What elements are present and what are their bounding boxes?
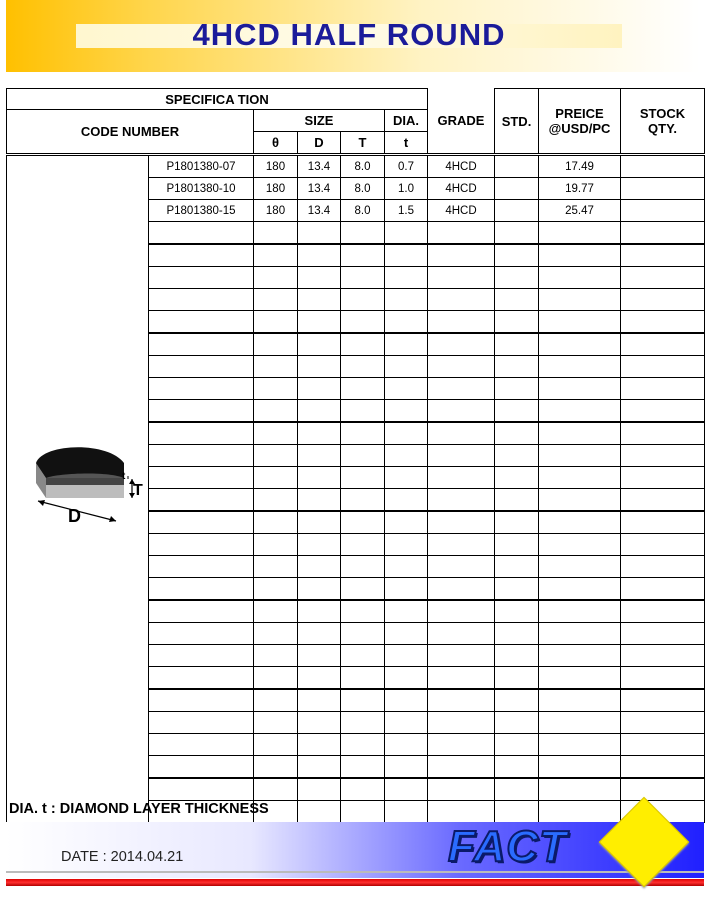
dia-header: DIA.	[385, 110, 428, 132]
stock-cell	[621, 778, 705, 801]
stock-cell	[621, 712, 705, 734]
dia-cell	[385, 689, 428, 712]
stock-header: STOCK QTY.	[621, 89, 705, 155]
d-cell	[298, 667, 341, 690]
price-cell	[539, 556, 621, 578]
theta-cell	[254, 756, 298, 779]
grade-cell: 4HCD	[428, 178, 495, 200]
grade-cell	[428, 756, 495, 779]
d-cell	[298, 378, 341, 400]
grade-cell	[428, 489, 495, 512]
price-cell	[539, 734, 621, 756]
stock-cell	[621, 756, 705, 779]
code-cell	[149, 378, 254, 400]
grade-cell	[428, 222, 495, 245]
stock-cell	[621, 734, 705, 756]
theta-cell	[254, 400, 298, 423]
specification-table	[6, 88, 705, 823]
std-cell	[495, 534, 539, 556]
price-cell	[539, 778, 621, 801]
code-cell	[149, 556, 254, 578]
dia-cell	[385, 534, 428, 556]
dia-cell	[385, 267, 428, 289]
theta-cell: 180	[254, 200, 298, 222]
stock-cell	[621, 645, 705, 667]
std-cell	[495, 734, 539, 756]
code-cell	[149, 356, 254, 378]
stock-cell	[621, 422, 705, 445]
price-cell	[539, 467, 621, 489]
stock-cell	[621, 467, 705, 489]
code-cell	[149, 712, 254, 734]
d-cell	[298, 600, 341, 623]
theta-cell	[254, 645, 298, 667]
std-cell	[495, 511, 539, 534]
stock-cell	[621, 489, 705, 512]
stock-cell	[621, 289, 705, 311]
price-cell	[539, 645, 621, 667]
grade-cell	[428, 511, 495, 534]
std-cell	[495, 356, 539, 378]
grade-cell	[428, 333, 495, 356]
dia-cell	[385, 645, 428, 667]
d-cell	[298, 756, 341, 779]
t-cell	[341, 556, 385, 578]
d-cell	[298, 645, 341, 667]
price-cell: 17.49	[539, 155, 621, 178]
d-cell	[298, 712, 341, 734]
std-cell	[495, 756, 539, 779]
dia-sub-header: t	[385, 132, 428, 155]
grade-cell: 4HCD	[428, 155, 495, 178]
half-round-diagram-icon	[18, 443, 143, 533]
theta-cell	[254, 333, 298, 356]
t-cell: 8.0	[341, 200, 385, 222]
grade-cell	[428, 734, 495, 756]
price-cell: 19.77	[539, 178, 621, 200]
fact-logo: FACT	[448, 822, 567, 871]
specification-header: SPECIFICA TION	[7, 89, 428, 110]
footer-red-stripe	[6, 879, 704, 886]
code-cell	[149, 222, 254, 245]
code-cell	[149, 756, 254, 779]
dia-cell	[385, 445, 428, 467]
t-cell	[341, 489, 385, 512]
d-cell	[298, 489, 341, 512]
theta-cell	[254, 289, 298, 311]
code-cell	[149, 578, 254, 601]
price-cell	[539, 289, 621, 311]
price-cell	[539, 578, 621, 601]
std-cell	[495, 801, 539, 823]
t-cell	[341, 645, 385, 667]
t-cell	[341, 445, 385, 467]
std-cell	[495, 489, 539, 512]
theta-cell	[254, 689, 298, 712]
t-cell: 8.0	[341, 155, 385, 178]
price-cell	[539, 489, 621, 512]
code-cell	[149, 489, 254, 512]
grade-cell	[428, 400, 495, 423]
price-cell	[539, 689, 621, 712]
code-cell	[149, 400, 254, 423]
grade-header: GRADE	[428, 89, 495, 155]
theta-cell	[254, 712, 298, 734]
dia-cell	[385, 489, 428, 512]
date-label: DATE : 2014.04.21	[61, 849, 184, 865]
price-cell	[539, 801, 621, 823]
t-cell	[341, 689, 385, 712]
grade-cell	[428, 378, 495, 400]
theta-header: θ	[254, 132, 298, 155]
stock-cell	[621, 222, 705, 245]
dia-cell	[385, 556, 428, 578]
theta-cell	[254, 222, 298, 245]
t-cell	[341, 712, 385, 734]
price-cell	[539, 667, 621, 690]
price-cell	[539, 712, 621, 734]
d-cell	[298, 445, 341, 467]
stock-cell	[621, 267, 705, 289]
price-cell	[539, 400, 621, 423]
d-cell	[298, 734, 341, 756]
code-cell	[149, 511, 254, 534]
dia-cell	[385, 511, 428, 534]
t-cell	[341, 244, 385, 267]
price-cell	[539, 600, 621, 623]
code-cell	[149, 645, 254, 667]
price-cell	[539, 244, 621, 267]
dia-cell	[385, 400, 428, 423]
std-cell	[495, 467, 539, 489]
d-cell	[298, 356, 341, 378]
std-cell	[495, 267, 539, 289]
theta-cell: 180	[254, 155, 298, 178]
theta-cell	[254, 578, 298, 601]
std-cell	[495, 200, 539, 222]
code-cell: P1801380-15	[149, 200, 254, 222]
price-cell	[539, 534, 621, 556]
d-cell: 13.4	[298, 178, 341, 200]
theta-cell	[254, 623, 298, 645]
t-cell	[341, 289, 385, 311]
std-cell	[495, 178, 539, 200]
d-cell: 13.4	[298, 155, 341, 178]
grade-cell	[428, 267, 495, 289]
t-cell	[341, 511, 385, 534]
code-cell	[149, 333, 254, 356]
std-cell	[495, 623, 539, 645]
t-cell	[341, 422, 385, 445]
code-number-header: CODE NUMBER	[7, 110, 254, 155]
std-cell	[495, 378, 539, 400]
stock-cell	[621, 378, 705, 400]
grade-cell	[428, 623, 495, 645]
code-cell	[149, 311, 254, 334]
theta-cell	[254, 734, 298, 756]
std-cell	[495, 689, 539, 712]
stock-cell	[621, 600, 705, 623]
t-cell	[341, 578, 385, 601]
stock-cell	[621, 178, 705, 200]
t-cell	[341, 311, 385, 334]
t-header: T	[341, 132, 385, 155]
code-cell	[149, 244, 254, 267]
d-cell	[298, 511, 341, 534]
d-cell	[298, 556, 341, 578]
std-cell	[495, 445, 539, 467]
d-cell	[298, 267, 341, 289]
std-cell	[495, 645, 539, 667]
d-cell	[298, 467, 341, 489]
price-cell	[539, 222, 621, 245]
t-cell	[341, 623, 385, 645]
dia-cell	[385, 667, 428, 690]
theta-cell: 180	[254, 178, 298, 200]
t-cell	[341, 467, 385, 489]
d-cell	[298, 689, 341, 712]
price-cell	[539, 311, 621, 334]
dia-cell	[385, 356, 428, 378]
price-cell	[539, 623, 621, 645]
theta-cell	[254, 556, 298, 578]
stock-cell	[621, 155, 705, 178]
dia-cell	[385, 578, 428, 601]
theta-cell	[254, 356, 298, 378]
dia-cell	[385, 756, 428, 779]
t-cell	[341, 801, 385, 823]
dia-cell	[385, 244, 428, 267]
grade-cell	[428, 801, 495, 823]
dia-cell	[385, 778, 428, 801]
d-cell	[298, 534, 341, 556]
grade-cell	[428, 578, 495, 601]
dia-cell	[385, 712, 428, 734]
table-row	[7, 155, 705, 178]
code-cell	[149, 422, 254, 445]
std-cell	[495, 155, 539, 178]
stock-cell	[621, 511, 705, 534]
grade-cell	[428, 712, 495, 734]
dia-cell	[385, 623, 428, 645]
d-cell	[298, 289, 341, 311]
stock-cell	[621, 356, 705, 378]
stock-cell	[621, 667, 705, 690]
dia-cell	[385, 289, 428, 311]
dia-cell	[385, 734, 428, 756]
price-cell	[539, 333, 621, 356]
theta-cell	[254, 267, 298, 289]
t-cell	[341, 734, 385, 756]
code-cell	[149, 734, 254, 756]
stock-cell	[621, 689, 705, 712]
d-cell	[298, 244, 341, 267]
theta-cell	[254, 378, 298, 400]
t-cell	[341, 667, 385, 690]
grade-cell	[428, 600, 495, 623]
t-cell	[341, 756, 385, 779]
dia-cell: 1.5	[385, 200, 428, 222]
price-cell	[539, 422, 621, 445]
t-cell	[341, 534, 385, 556]
grade-cell	[428, 667, 495, 690]
code-cell	[149, 689, 254, 712]
t-cell	[341, 333, 385, 356]
theta-cell	[254, 600, 298, 623]
grade-cell	[428, 645, 495, 667]
t-cell	[341, 378, 385, 400]
d-cell	[298, 623, 341, 645]
page-title: 4HCD HALF ROUND	[192, 17, 506, 52]
theta-cell	[254, 667, 298, 690]
d-cell	[298, 422, 341, 445]
code-cell	[149, 534, 254, 556]
std-cell	[495, 400, 539, 423]
half-round-illustration	[7, 155, 149, 823]
theta-cell	[254, 489, 298, 512]
d-cell: 13.4	[298, 200, 341, 222]
footer-divider	[6, 871, 704, 873]
price-cell	[539, 378, 621, 400]
grade-cell	[428, 556, 495, 578]
D-label: D	[67, 505, 81, 526]
price-cell	[539, 756, 621, 779]
dia-cell	[385, 600, 428, 623]
theta-cell	[254, 445, 298, 467]
stock-cell	[621, 400, 705, 423]
t-label: t	[121, 470, 125, 482]
grade-cell	[428, 467, 495, 489]
std-cell	[495, 244, 539, 267]
d-header: D	[298, 132, 341, 155]
code-cell	[149, 467, 254, 489]
grade-cell	[428, 422, 495, 445]
t-cell	[341, 600, 385, 623]
code-cell: P1801380-10	[149, 178, 254, 200]
grade-cell	[428, 445, 495, 467]
t-cell: 8.0	[341, 178, 385, 200]
std-cell	[495, 333, 539, 356]
code-cell	[149, 445, 254, 467]
dia-cell	[385, 801, 428, 823]
grade-cell	[428, 244, 495, 267]
size-header: SIZE	[254, 110, 385, 132]
grade-cell	[428, 311, 495, 334]
t-cell	[341, 356, 385, 378]
d-cell	[298, 222, 341, 245]
dia-cell	[385, 467, 428, 489]
dia-cell: 0.7	[385, 155, 428, 178]
d-cell	[298, 400, 341, 423]
std-header: STD.	[495, 89, 539, 155]
code-cell	[149, 267, 254, 289]
theta-cell	[254, 311, 298, 334]
d-cell	[298, 311, 341, 334]
t-cell	[341, 222, 385, 245]
d-cell	[298, 333, 341, 356]
price-cell	[539, 445, 621, 467]
code-cell	[149, 623, 254, 645]
grade-cell	[428, 289, 495, 311]
theta-cell	[254, 534, 298, 556]
std-cell	[495, 556, 539, 578]
grade-cell	[428, 689, 495, 712]
code-cell	[149, 289, 254, 311]
theta-cell	[254, 778, 298, 801]
grade-cell	[428, 778, 495, 801]
theta-cell	[254, 422, 298, 445]
std-cell	[495, 422, 539, 445]
stock-cell	[621, 578, 705, 601]
std-cell	[495, 712, 539, 734]
dia-cell	[385, 222, 428, 245]
price-cell	[539, 267, 621, 289]
price-cell	[539, 511, 621, 534]
footnote: DIA. t : DIAMOND LAYER THICKNESS	[9, 801, 269, 817]
d-cell	[298, 578, 341, 601]
grade-cell	[428, 356, 495, 378]
theta-cell	[254, 511, 298, 534]
std-cell	[495, 311, 539, 334]
theta-cell	[254, 244, 298, 267]
stock-cell	[621, 244, 705, 267]
t-cell	[341, 778, 385, 801]
d-cell	[298, 801, 341, 823]
dia-cell	[385, 378, 428, 400]
stock-cell	[621, 311, 705, 334]
stock-cell	[621, 333, 705, 356]
code-cell	[149, 667, 254, 690]
code-cell: P1801380-07	[149, 155, 254, 178]
t-cell	[341, 267, 385, 289]
d-cell	[298, 778, 341, 801]
stock-cell	[621, 534, 705, 556]
code-cell	[149, 778, 254, 801]
dia-cell	[385, 422, 428, 445]
stock-cell	[621, 200, 705, 222]
std-cell	[495, 222, 539, 245]
price-cell: 25.47	[539, 200, 621, 222]
dia-cell	[385, 311, 428, 334]
grade-cell	[428, 534, 495, 556]
stock-cell	[621, 445, 705, 467]
stock-cell	[621, 623, 705, 645]
T-label: T	[132, 481, 143, 499]
grade-cell: 4HCD	[428, 200, 495, 222]
dia-cell	[385, 333, 428, 356]
std-cell	[495, 578, 539, 601]
code-cell	[149, 600, 254, 623]
price-cell	[539, 356, 621, 378]
t-cell	[341, 400, 385, 423]
std-cell	[495, 289, 539, 311]
stock-cell	[621, 556, 705, 578]
std-cell	[495, 600, 539, 623]
std-cell	[495, 667, 539, 690]
dia-cell: 1.0	[385, 178, 428, 200]
price-header: PREICE @USD/PC	[539, 89, 621, 155]
theta-cell	[254, 467, 298, 489]
std-cell	[495, 778, 539, 801]
